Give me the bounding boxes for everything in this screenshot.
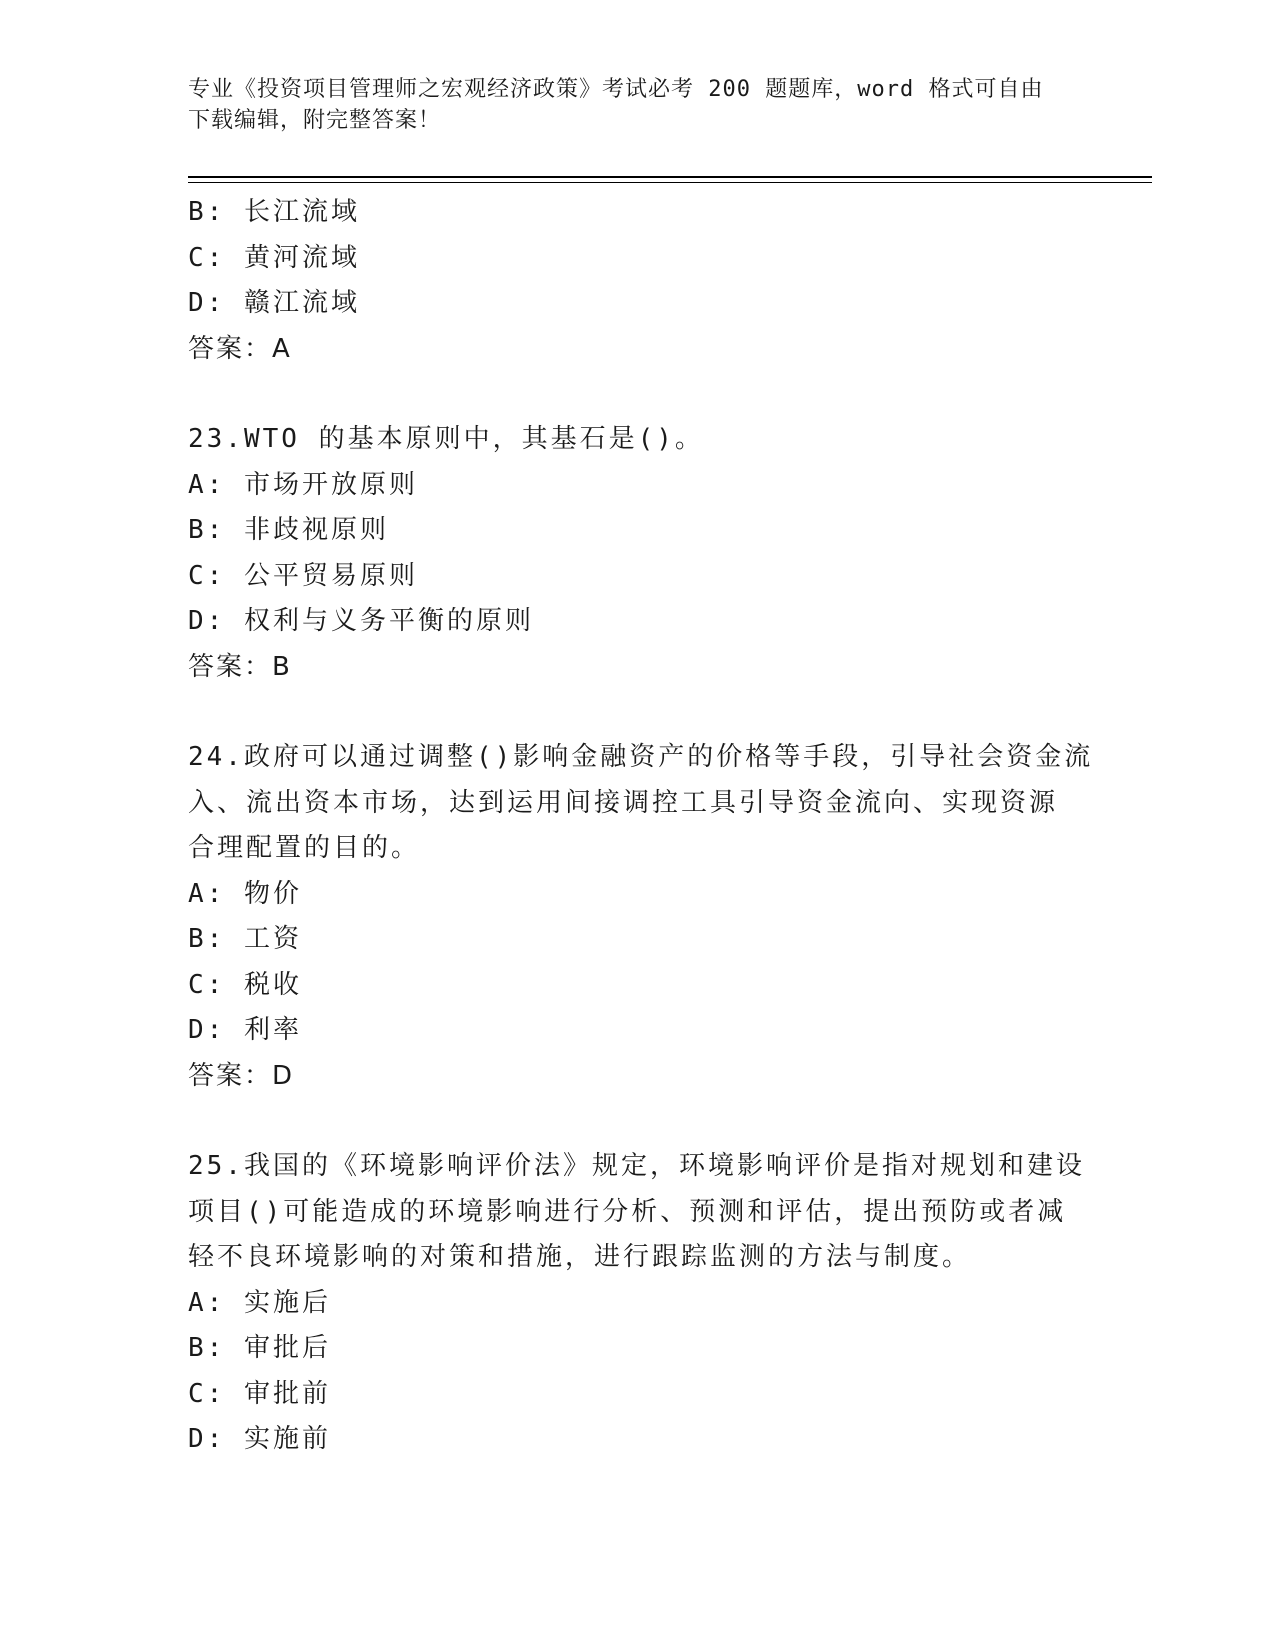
question-stem: 23.WTO 的基本原则中，其基石是()。 <box>188 424 704 454</box>
header-line-2: 下载编辑，附完整答案！ <box>188 108 442 133</box>
option-a: A: 物价 <box>188 878 302 909</box>
question-stem-line-2: 入、流出资本市场，达到运用间接调控工具引导资金流向、实现资源 <box>188 787 1059 818</box>
option-d: D: 权利与义务平衡的原则 <box>188 606 534 636</box>
answer-line: 答案：D <box>188 1060 295 1091</box>
document-header <box>188 74 1068 136</box>
question-23 <box>188 417 1088 690</box>
option-c: C: 黄河流域 <box>188 242 360 273</box>
spacer <box>188 372 1088 417</box>
option-c: C: 税收 <box>188 969 302 1000</box>
spacer <box>188 1099 1088 1144</box>
question-stem-line-1: 24.政府可以通过调整()影响金融资产的价格等手段，引导社会资金流 <box>188 742 1094 772</box>
answer-line: 答案：B <box>188 651 292 682</box>
question-24 <box>188 735 1094 1099</box>
option-b: B: 工资 <box>188 924 302 954</box>
spacer <box>188 690 1088 735</box>
question-stem-line-2: 项目()可能造成的环境影响进行分析、预测和评估，提出预防或者减 <box>188 1196 1067 1227</box>
question-25 <box>188 1144 1088 1463</box>
option-a: A: 市场开放原则 <box>188 469 418 500</box>
header-rule-thin <box>188 182 1152 183</box>
question-stem-line-1: 25.我国的《环境影响评价法》规定，环境影响评价是指对规划和建设 <box>188 1151 1085 1181</box>
question-stem-line-3: 合理配置的目的。 <box>188 833 421 863</box>
option-d: D: 赣江流域 <box>188 288 360 318</box>
answer-line: 答案：A <box>188 333 292 364</box>
header-rule-thick <box>188 176 1152 178</box>
option-b: B: 长江流域 <box>188 197 360 227</box>
option-b: B: 审批后 <box>188 1333 331 1363</box>
option-b: B: 非歧视原则 <box>188 515 389 545</box>
option-c: C: 公平贸易原则 <box>188 560 418 591</box>
option-a: A: 实施后 <box>188 1287 331 1318</box>
option-c: C: 审批前 <box>188 1378 331 1409</box>
option-d: D: 实施前 <box>188 1424 331 1454</box>
option-d: D: 利率 <box>188 1015 302 1045</box>
header-line-1: 专业《投资项目管理师之宏观经济政策》考试必考 200 题题库，word 格式可自由 <box>188 77 1044 102</box>
question-list <box>188 190 1094 1463</box>
question-22-continued <box>188 190 1088 372</box>
question-stem-line-3: 轻不良环境影响的对策和措施，进行跟踪监测的方法与制度。 <box>188 1242 972 1272</box>
